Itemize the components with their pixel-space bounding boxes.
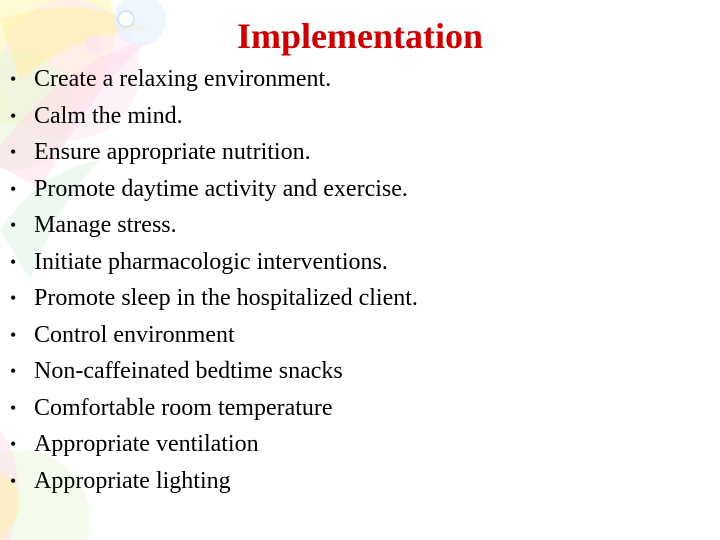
bullet-text: Appropriate lighting xyxy=(34,467,231,494)
slide-title: Implementation xyxy=(237,16,483,56)
bullet-text: Promote daytime activity and exercise. xyxy=(34,175,408,202)
bullet-text: Promote sleep in the hospitalized client. xyxy=(34,285,418,311)
bullet-marker: • xyxy=(10,251,17,272)
bullet-item xyxy=(10,463,418,500)
bullet-text: Control environment xyxy=(34,321,235,348)
bullet-marker: • xyxy=(10,142,17,162)
bullet-text: Initiate pharmacologic interventions. xyxy=(34,248,388,275)
bullet-item xyxy=(10,390,418,427)
bullet-marker: • xyxy=(10,215,17,235)
bullet-marker: • xyxy=(10,105,17,126)
bullet-marker: • xyxy=(10,434,17,454)
bullet-marker: • xyxy=(10,69,17,89)
bullet-text: Non-caffeinated bedtime snacks xyxy=(34,358,343,384)
bullet-marker: • xyxy=(10,361,17,381)
bullet-text: Ensure appropriate nutrition. xyxy=(34,139,311,165)
bullet-marker: • xyxy=(10,288,17,308)
bullet-text: Appropriate ventilation xyxy=(34,431,259,457)
bullet-item xyxy=(10,280,418,317)
bullet-text: Calm the mind. xyxy=(34,102,183,129)
bullet-marker: • xyxy=(10,324,17,345)
bullet-marker: • xyxy=(10,397,17,418)
bullet-list xyxy=(10,61,418,499)
bullet-item xyxy=(10,207,418,244)
bullet-text: Comfortable room temperature xyxy=(34,394,333,421)
bullet-text: Manage stress. xyxy=(34,212,177,238)
bullet-marker: • xyxy=(10,178,17,199)
bullet-item xyxy=(10,61,418,98)
bullet-item xyxy=(10,244,418,281)
bullet-item xyxy=(10,98,418,135)
bullet-item xyxy=(10,353,418,390)
bullet-item xyxy=(10,426,418,463)
bullet-item xyxy=(10,134,418,171)
bullet-marker: • xyxy=(10,470,17,491)
bullet-item xyxy=(10,171,418,208)
bullet-item xyxy=(10,317,418,354)
bullet-text: Create a relaxing environment. xyxy=(34,66,332,92)
